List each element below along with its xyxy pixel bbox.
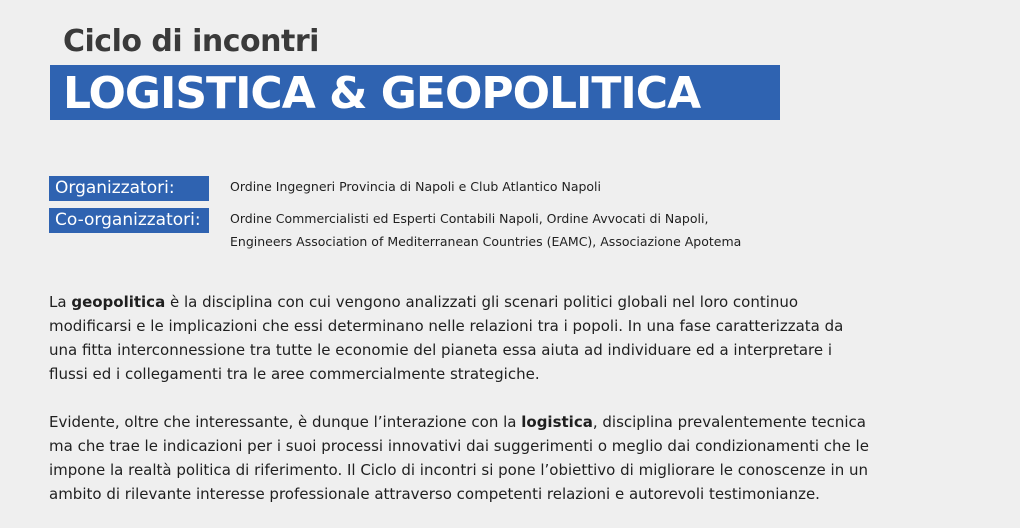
keyword-geopolitica: geopolitica	[71, 293, 166, 311]
event-series-subtitle: Ciclo di incontri	[63, 24, 319, 59]
paragraph-line: flussi ed i collegamenti tra le aree commercialmente strategiche.	[49, 365, 540, 383]
logistics-paragraph	[49, 410, 979, 506]
keyword-logistica: logistica	[521, 413, 593, 431]
event-title: LOGISTICA & GEOPOLITICA	[63, 68, 701, 119]
text-run: è la disciplina con cui vengono analizzati gli scenari politici globali nel loro continuo	[165, 293, 799, 311]
paragraph-line: ma che trae le indicazioni per i suoi processi innovativi dai suggerimenti o meglio dai condizionamenti che le	[49, 437, 869, 455]
paragraph-line: una fitta interconnessione tra tutte le economie del pianeta essa aiuta ad individuare ed a interpretare i	[49, 341, 833, 359]
geopolitics-paragraph	[49, 290, 979, 386]
text-run: , disciplina prevalentemente tecnica	[592, 413, 866, 431]
organizers-value: Ordine Ingegneri Provincia di Napoli e Club Atlantico Napoli	[230, 179, 602, 194]
co-organizers-value-line2: Engineers Association of Mediterranean Countries (EAMC), Associazione Apotema	[230, 234, 742, 249]
paragraph-line: ambito di rilevante interesse professionale attraverso competenti relazioni e autorevoli testimonianze.	[49, 485, 820, 503]
text-run: Evidente, oltre che interessante, è dunque l’interazione con la	[49, 413, 522, 431]
paragraph-line: impone la realtà politica di riferimento. Il Ciclo di incontri si pone l’obiettivo di migliorare le conoscenze in un	[49, 461, 868, 479]
co-organizers-value-line1: Ordine Commercialisti ed Esperti Contabili Napoli, Ordine Avvocati di Napoli,	[230, 211, 709, 226]
paragraph-line: modificarsi e le implicazioni che essi determinano nelle relazioni tra i popoli. In una fase caratterizzata da	[49, 317, 844, 335]
text-run: La	[49, 293, 72, 311]
co-organizers-label: Co-organizzatori:	[49, 208, 209, 233]
organizers-label: Organizzatori:	[49, 176, 209, 201]
paragraph-line	[49, 290, 979, 314]
paragraph-line	[49, 410, 979, 434]
